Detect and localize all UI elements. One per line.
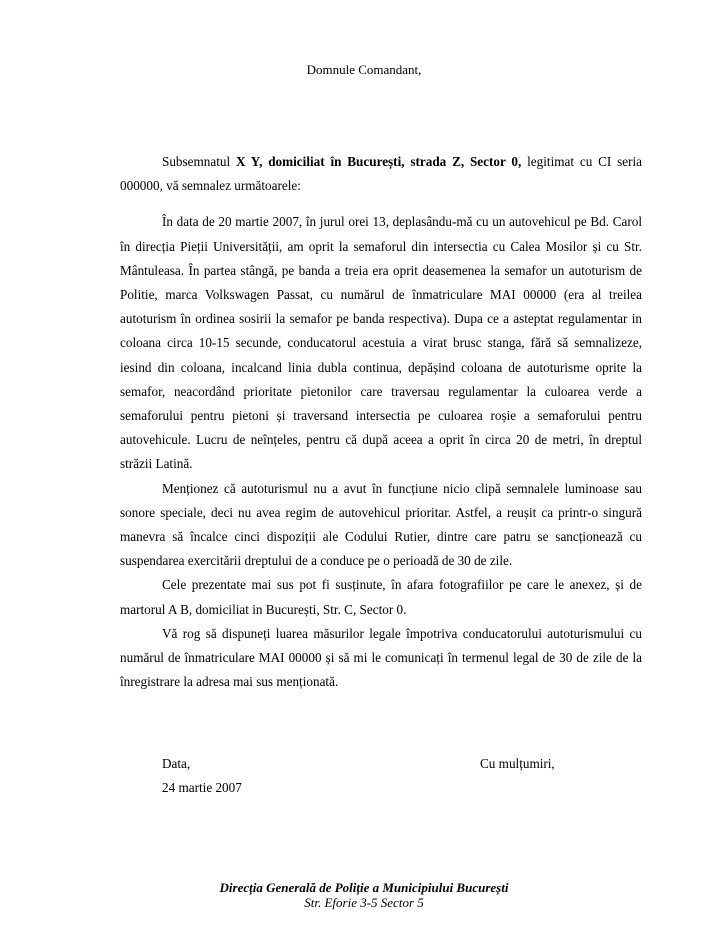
sender-identity: X Y, domiciliat în București, strada Z, Sector 0, bbox=[235, 154, 522, 169]
date-label: Data, bbox=[162, 756, 191, 771]
recipient-institution: Direcția Generală de Poliție a Municipiului București bbox=[219, 880, 509, 895]
intro-paragraph bbox=[120, 150, 642, 198]
intro-text-end: legitimat cu CI seria 000000, vă semnalez următoarele: bbox=[120, 154, 642, 194]
intro-text-start: Subsemnatul bbox=[162, 154, 236, 169]
mention-paragraph: Menționez că autoturismul nu a avut în funcțiune nicio clipă semnalele luminoase sau sonore speciale, deci nu avea regim de autovehicul prioritar. Astfel, a reușit ca printr-o singură manevra să încalce cinci dispoziții ale Codului Rutier, dintre care patru se sancționează cu suspendarea exercitării dreptului de a conduce pe o perioadă de 30 de zile. bbox=[120, 480, 642, 569]
evidence-paragraph: Cele prezentate mai sus pot fi susținute, în afara fotografiilor pe care le anexez, și de martorul A B, domiciliat in București, Str. C, Sector 0. bbox=[120, 577, 642, 617]
request-paragraph: Vă rog să dispuneți luarea măsurilor legale împotriva conducatorului autoturismului cu numărul de înmatriculare MAI 00000 și să mi le comunicați în termenul legal de 30 de zile de la înregistrare la adresa mai sus menționată. bbox=[120, 625, 642, 690]
date-value: 24 martie 2007 bbox=[162, 780, 242, 795]
closing-thanks: Cu mulțumiri, bbox=[480, 756, 555, 771]
salutation: Domnule Comandant, bbox=[306, 62, 422, 77]
recipient-street: Str. Eforie 3-5 Sector 5 bbox=[304, 895, 424, 910]
incident-paragraph: În data de 20 martie 2007, în jurul orei 13, deplasându-mă cu un autovehicul pe Bd. Carol în direcția Pieții Universității, am oprit la semaforul din intersectia cu Calea Mosilor și cu Str. Mântuleasa. În partea stângă, pe banda a treia era oprit deasemenea la semafor un autoturism de Politie, marca Volkswagen Passat, cu numărul de înmatriculare MAI 00000 (era al treilea autoturism în ordinea sosirii la semafor pe banda respectiva). Dupa ce a asteptat regulamentar in coloana circa 10-15 secunde, conducatorul acestuia a virat brusc stanga, fără să semnalizeze, iesind din coloana, incalcand linia dubla continua, depășind coloana de autoturisme oprite la semafor, neacordând prioritate pietonilor care traversau regulamentar la culoarea verde a semaforului pentru pietoni și traversand intersectia pe culoarea roșie a semaforului pentru autovehicule. Lucru de neînțeles, pentru că după aceea a oprit în circa 20 de metri, în dreptul străzii Latină. bbox=[120, 214, 642, 472]
letter-body bbox=[120, 150, 642, 694]
recipient-address bbox=[0, 880, 728, 910]
